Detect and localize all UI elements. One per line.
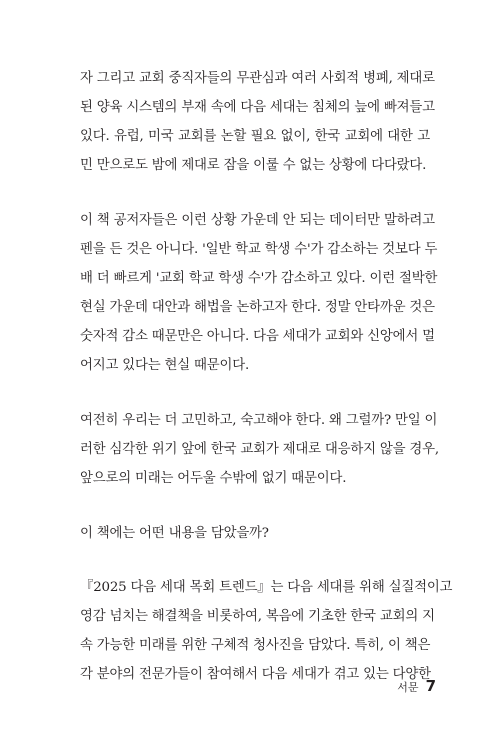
text-line: 펜을 든 것은 아니다. '일반 학교 학생 수'가 감소하는 것보다 두 [80,242,438,257]
paragraph-3 [80,406,439,493]
text-line: 있다. 유럽, 미국 교회를 논할 필요 없이, 한국 교회에 대한 고 [80,129,430,144]
text-line: 러한 심각한 위기 앞에 한국 교회가 제대로 대응하지 않을 경우, [80,442,439,457]
paragraph-1 [80,64,435,180]
page-footer [397,677,436,695]
text-line: 배 더 빠르게 '교회 학교 학생 수'가 감소하고 있다. 이런 절박한 [80,271,438,286]
text-line: 어지고 있다는 현실 때문이다. [80,358,250,373]
section-label: 서문 [397,681,419,694]
text-line: 숫자적 감소 때문만은 아니다. 다음 세대가 교회와 신앙에서 멀 [80,329,435,344]
text-line: 여전히 우리는 더 고민하고, 숙고해야 한다. 왜 그럴까? 만일 이 [80,413,438,428]
text-line: 『2025 다음 세대 목회 트렌드』는 다음 세대를 위해 실질적이고 [80,580,453,595]
paragraph-5 [80,573,453,689]
text-line: 각 분야의 전문가들이 참여해서 다음 세대가 겪고 있는 다양한 [80,667,431,682]
page-body [80,64,453,715]
text-line: 자 그리고 교회 중직자들의 무관심과 여러 사회적 병폐, 제대로 [80,71,435,86]
text-line: 영감 넘치는 해결책을 비롯하여, 복음에 기초한 한국 교회의 지 [80,609,435,624]
text-line: 민 만으로도 밤에 제대로 잠을 이룰 수 없는 상황에 다다랐다. [80,158,427,173]
text-line: 속 가능한 미래를 위한 구체적 청사진을 담았다. 특히, 이 책은 [80,638,431,653]
paragraph-2 [80,206,438,380]
text-line: 앞으로의 미래는 어두울 수밖에 없기 때문이다. [80,471,347,486]
page-number: 7 [425,677,436,695]
text-line: 현실 가운데 대안과 해법을 논하고자 한다. 정말 안타까운 것은 [80,300,435,315]
section-question [80,519,430,548]
text-line: 된 양육 시스템의 부재 속에 다음 세대는 침체의 늪에 빠져들고 [80,100,435,115]
text-line: 이 책에는 어떤 내용을 담았을까? [80,526,269,541]
text-line: 이 책 공저자들은 이런 상황 가운데 안 되는 데이터만 말하려고 [80,213,435,228]
